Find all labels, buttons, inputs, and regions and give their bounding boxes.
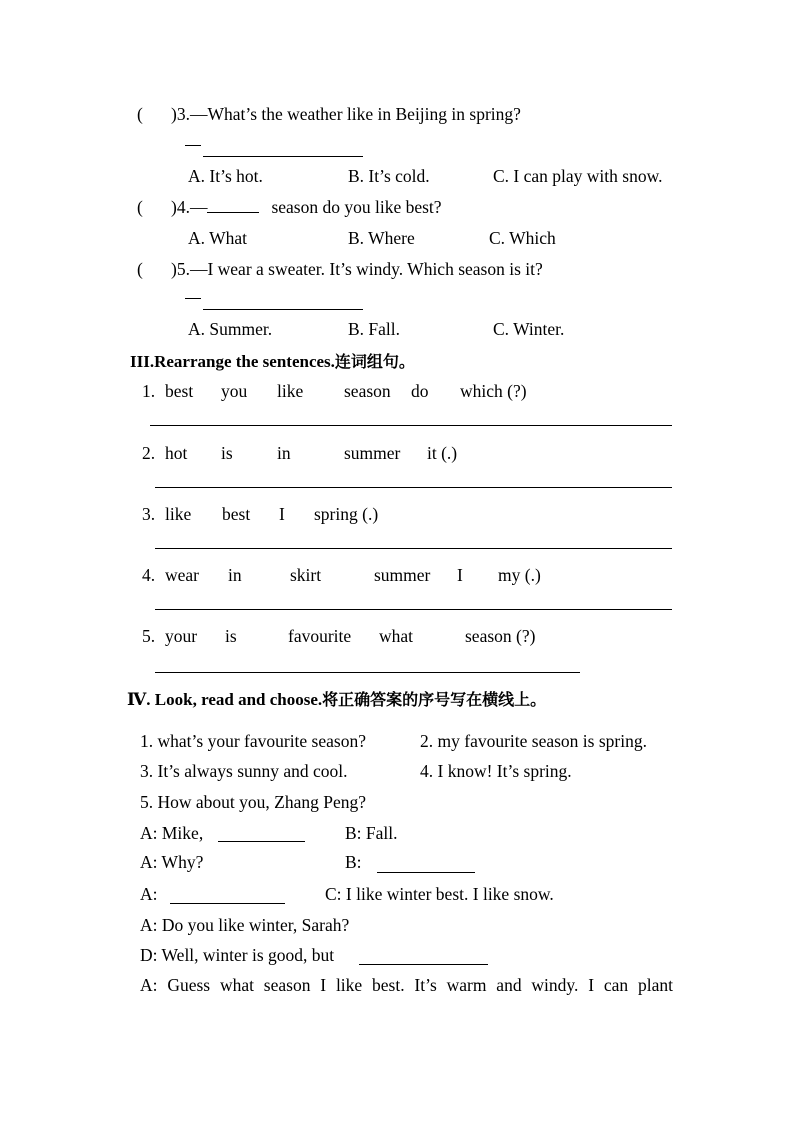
question-number-5: 5.: [176, 259, 190, 279]
dialogue-blank-4[interactable]: [359, 964, 488, 965]
rearrange-item-3: [142, 504, 378, 524]
item-5-word-5: season (?): [465, 626, 536, 646]
dialogue-row-4-left: A: Do you like winter, Sarah?: [140, 915, 350, 935]
mc-options-5: [188, 319, 564, 339]
item-1-word-3: like: [277, 381, 304, 401]
question-dash-4: —: [189, 197, 208, 217]
rearrange-item-1: [142, 381, 527, 401]
choice-option-4[interactable]: 4. I know! It’s spring.: [420, 761, 572, 781]
question-stem-3: What’s the weather like in Beijing in spring?: [207, 104, 521, 124]
item-2-word-2: is: [221, 443, 233, 463]
answer-line-5[interactable]: [203, 309, 363, 310]
section-four-title-en: Look, read and choose.: [150, 690, 323, 709]
answer-bracket-close-5: ): [171, 259, 177, 279]
answer-bracket-3[interactable]: (: [137, 104, 143, 124]
option-4-a[interactable]: A. What: [188, 228, 247, 248]
item-1-word-6: which (?): [460, 381, 527, 401]
rearrange-answer-line-3[interactable]: [155, 548, 672, 549]
dialogue-row-3-left: A:: [140, 884, 158, 904]
question-number-4: 4.: [176, 197, 190, 217]
item-5-word-2: is: [225, 626, 237, 646]
dialogue-row-2-left: A: Why?: [140, 852, 204, 872]
mc-question-3: [137, 104, 521, 124]
dialogue-blank-1[interactable]: [218, 841, 305, 842]
item-5-word-3: favourite: [288, 626, 352, 646]
rearrange-item-2: [142, 443, 457, 463]
rearrange-answer-line-5[interactable]: [155, 672, 580, 673]
item-4-word-4: summer: [374, 565, 431, 585]
item-2-number: 2.: [142, 443, 156, 463]
item-5-word-4: what: [379, 626, 414, 646]
mc-options-3: [188, 166, 662, 186]
item-3-word-2: best: [222, 504, 251, 524]
choice-option-2[interactable]: 2. my favourite season is spring.: [420, 731, 647, 751]
option-4-b[interactable]: B. Where: [348, 228, 415, 248]
section-four-title-cn: 将正确答案的序号写在横线上。: [322, 690, 547, 709]
dialogue-row-1-left: A: Mike,: [140, 823, 204, 843]
rearrange-answer-line-4[interactable]: [155, 609, 672, 610]
option-5-b[interactable]: B. Fall.: [348, 319, 401, 339]
item-2-word-4: summer: [344, 443, 401, 463]
dialogue-last-line: A: Guess what season I like best. It’s warm and windy. I can plant: [140, 975, 673, 995]
section-three-numeral: III.: [130, 352, 155, 371]
dialogue-row-3-right: C: I like winter best. I like snow.: [325, 884, 554, 904]
option-3-a[interactable]: A. It’s hot.: [188, 166, 263, 186]
item-1-word-1: best: [165, 381, 194, 401]
rearrange-item-4: [142, 565, 541, 585]
question-dash-5: —: [189, 259, 208, 279]
answer-bracket-close-3: ): [171, 104, 177, 124]
item-4-word-3: skirt: [290, 565, 322, 585]
option-5-a[interactable]: A. Summer.: [188, 319, 273, 339]
rearrange-answer-line-2[interactable]: [155, 487, 672, 488]
answer-bracket-4[interactable]: (: [137, 197, 143, 217]
item-2-word-1: hot: [165, 443, 188, 463]
section-four-heading: [127, 690, 546, 710]
section-four-numeral: Ⅳ.: [127, 690, 151, 709]
dialogue-row-5-left: D: Well, winter is good, but: [140, 945, 335, 965]
answer-bracket-close-4: ): [171, 197, 177, 217]
question-stem-4: season do you like best?: [271, 197, 442, 217]
item-1-word-5: do: [411, 381, 429, 401]
answer-dash-3: [185, 145, 201, 146]
item-4-word-6: my (.): [498, 565, 541, 585]
question-number-3: 3.: [176, 104, 190, 124]
choice-option-1[interactable]: 1. what’s your favourite season?: [140, 731, 366, 751]
answer-bracket-5[interactable]: (: [137, 259, 143, 279]
question-dash-3: —: [189, 104, 208, 124]
mc-options-4: [188, 228, 556, 248]
item-3-word-3: I: [279, 504, 285, 524]
mc-question-5: [137, 259, 543, 279]
choice-option-3[interactable]: 3. It’s always sunny and cool.: [140, 761, 348, 781]
item-4-word-5: I: [457, 565, 463, 585]
mc-question-4: [137, 197, 442, 217]
dialogue-blank-3[interactable]: [170, 903, 285, 904]
dialogue-row-2-right: B:: [345, 852, 362, 872]
answer-dash-5: [185, 298, 201, 299]
item-4-word-2: in: [228, 565, 242, 585]
item-3-number: 3.: [142, 504, 156, 524]
item-4-number: 4.: [142, 565, 156, 585]
item-4-word-1: wear: [165, 565, 200, 585]
section-three-heading: [130, 352, 415, 372]
item-5-word-1: your: [165, 626, 198, 646]
dialogue-blank-2[interactable]: [377, 872, 475, 873]
answer-line-3[interactable]: [203, 156, 363, 157]
item-3-word-1: like: [165, 504, 192, 524]
section-three-title-cn: 连词组句。: [334, 352, 415, 371]
question-4-inline-blank[interactable]: [207, 212, 259, 213]
item-1-number: 1.: [142, 381, 156, 401]
item-1-word-2: you: [221, 381, 248, 401]
item-3-word-4: spring (.): [314, 504, 379, 524]
choice-option-5[interactable]: 5. How about you, Zhang Peng?: [140, 792, 367, 812]
item-1-word-4: season: [344, 381, 391, 401]
item-5-number: 5.: [142, 626, 156, 646]
option-3-c[interactable]: C. I can play with snow.: [493, 166, 663, 186]
dialogue-row-1-right: B: Fall.: [345, 823, 398, 843]
rearrange-item-5: [142, 626, 535, 646]
rearrange-answer-line-1[interactable]: [150, 425, 672, 426]
item-2-word-3: in: [277, 443, 291, 463]
section-three-title-en: Rearrange the sentences.: [154, 352, 335, 371]
item-2-word-5: it (.): [427, 443, 458, 463]
option-3-b[interactable]: B. It’s cold.: [348, 166, 430, 186]
option-5-c[interactable]: C. Winter.: [493, 319, 565, 339]
question-stem-5: I wear a sweater. It’s windy. Which season is it?: [207, 259, 543, 279]
option-4-c[interactable]: C. Which: [489, 228, 556, 248]
